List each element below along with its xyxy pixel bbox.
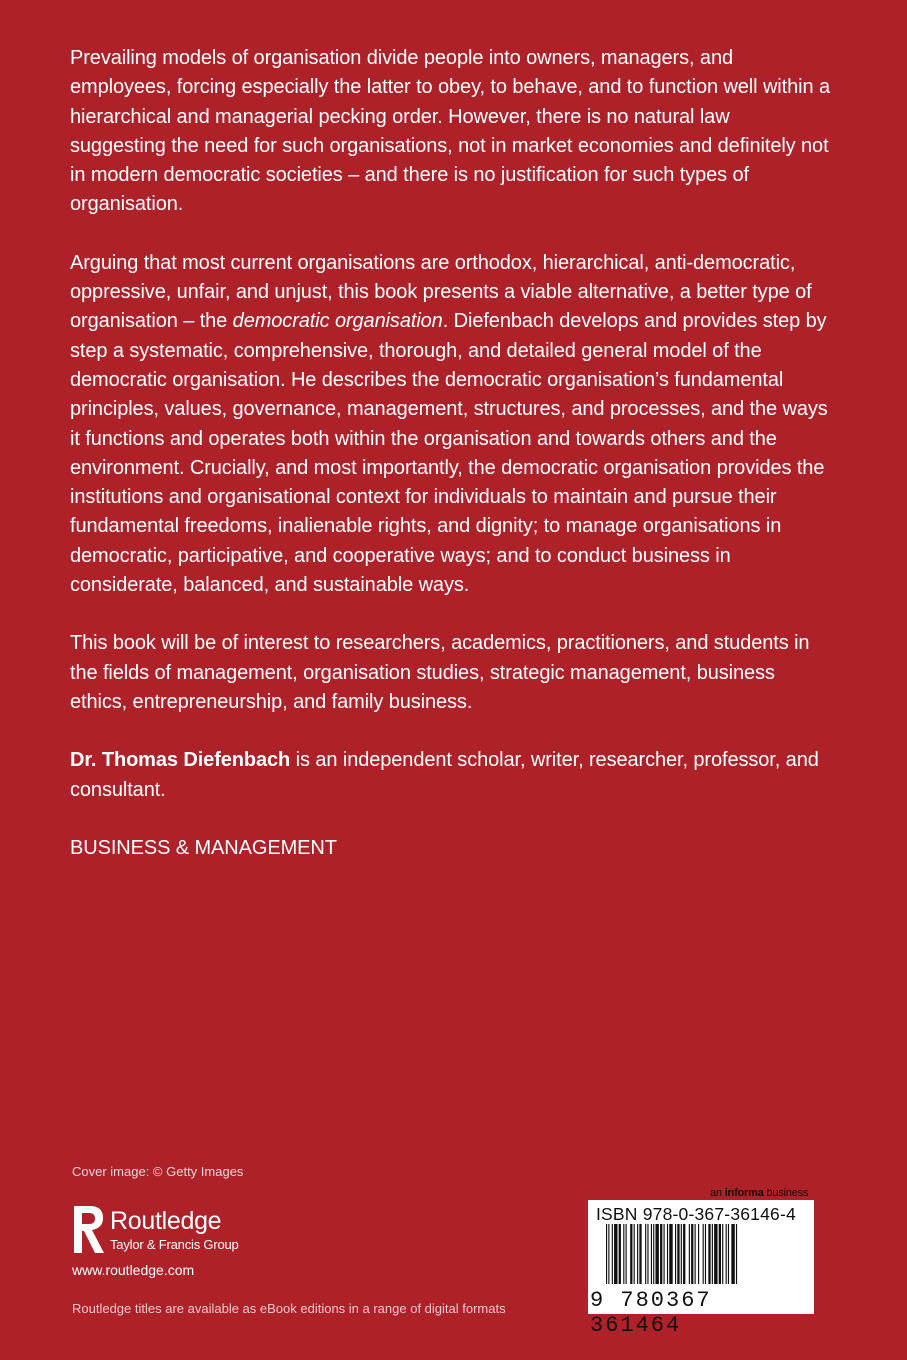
blurb-paragraph-1: Prevailing models of organisation divide people into owners, managers, and employees, forcing especially the latter to obey, to behave, and to function well within a hierarchical and managerial pecking order. However, there is no natural law suggesting the need for such organisations, not in market economies and definitely not in modern democratic societies – and there is no justification for such types of organisation. [70, 47, 830, 216]
routledge-logo [70, 1203, 270, 1258]
isbn-barcode [588, 1200, 814, 1338]
logo-wordmark: Routledge [110, 1207, 222, 1235]
author-name: Dr. Thomas Diefenbach [70, 749, 291, 772]
informa-brand: informa [724, 1187, 764, 1199]
publisher-website[interactable]: www.routledge.com [72, 1262, 195, 1278]
democratic-organisation-term: democratic organisation [232, 310, 443, 333]
informa-business-line [710, 1187, 808, 1199]
isbn-number: ISBN 978-0-367-36146-4 [596, 1204, 796, 1224]
barcode-digits: 9 780367 361464 [590, 1288, 712, 1338]
author-description: is an independent scholar, writer, researcher, professor, and consultant. [70, 749, 819, 801]
logo-group-name: Taylor & Francis Group [110, 1237, 239, 1252]
subject-category: BUSINESS & MANAGEMENT [70, 836, 337, 859]
cover-image-credit: Cover image: © Getty Images [72, 1164, 244, 1179]
blurb-paragraph-2 [70, 249, 830, 601]
ebook-note: Routledge titles are available as eBook editions in a range of digital formats [72, 1301, 506, 1316]
routledge-r-icon [70, 1203, 106, 1259]
informa-suffix: business [763, 1187, 809, 1199]
audience-paragraph: This book will be of interest to researchers, academics, practitioners, and students in the fields of management, organisation studies, strategic management, business ethics, entrepreneurship, and family business. [70, 632, 810, 713]
blurb-paragraph-2-start: Arguing that most current organisations are orthodox, hierarchical, anti-democratic, oppressive, unfair, and unjust, this book presents a viable alternative, a better type of organisation – the [70, 251, 812, 333]
author-bio [70, 746, 830, 805]
informa-prefix: an [710, 1187, 725, 1199]
blurb-paragraph-2-end: . Diefenbach develops and provides step by step a systematic, comprehensive, thorough, and detailed general model of the democratic organisation. He describes the democratic organisation’s fundamental principles, values, governance, management, structures, and processes, and the ways it functions and operates both within the organisation and towards others and the environment. Crucially, and most importantly, the democratic organisation provides the institutions and organisational context for individuals to maintain and pursue their fundamental freedoms, inalienable rights, and dignity; to manage organisations in democratic, participative, and cooperative ways; and to conduct business in considerate, balanced, and sustainable ways. [70, 310, 828, 597]
back-cover-blurb [70, 44, 830, 892]
barcode-bars [588, 1224, 814, 1290]
